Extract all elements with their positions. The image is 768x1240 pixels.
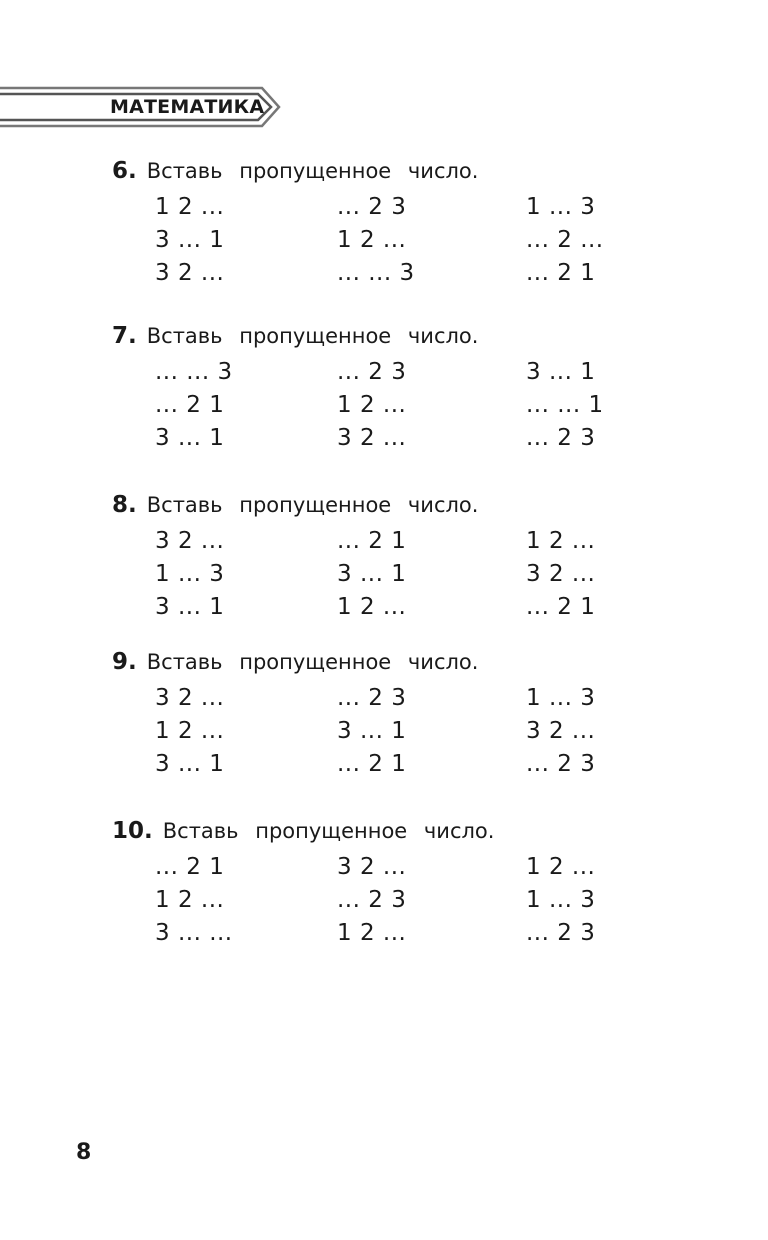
number-sequence: ... ... 1	[526, 392, 604, 418]
number-sequence: ... 2 1	[337, 528, 407, 554]
task-number: 7.	[112, 323, 137, 349]
number-sequence: ... 2 1	[155, 854, 225, 880]
number-row	[0, 887, 768, 919]
number-sequence: 3 ... 1	[337, 718, 407, 744]
task-instruction: Вставь пропущенное число.	[146, 650, 479, 674]
section-title: МАТЕМАТИКА	[110, 96, 265, 118]
number-row	[0, 854, 768, 886]
number-sequence: 3 2 ...	[155, 260, 225, 286]
number-sequence: ... 2 3	[526, 920, 596, 946]
number-sequence: 1 ... 3	[155, 561, 225, 587]
number-sequence: ... 2 3	[337, 359, 407, 385]
number-sequence: ... ... 3	[155, 359, 233, 385]
task-instruction: Вставь пропущенное число.	[146, 159, 479, 183]
task-heading	[112, 649, 478, 675]
number-sequence: 1 2 ...	[155, 887, 225, 913]
number-sequence: ... ... 3	[337, 260, 415, 286]
number-sequence: 3 2 ...	[526, 561, 596, 587]
task-heading	[112, 492, 478, 518]
number-sequence: 1 2 ...	[337, 227, 407, 253]
task-instruction: Вставь пропущенное число.	[146, 324, 479, 348]
number-row	[0, 685, 768, 717]
number-sequence: ... 2 3	[526, 425, 596, 451]
number-row	[0, 561, 768, 593]
number-sequence: ... 2 1	[155, 392, 225, 418]
number-row	[0, 194, 768, 226]
number-sequence: 1 ... 3	[526, 194, 596, 220]
number-row	[0, 260, 768, 292]
number-sequence: 1 2 ...	[526, 528, 596, 554]
task-heading	[112, 323, 478, 349]
page-number: 8	[76, 1140, 92, 1165]
number-sequence: ... 2 1	[337, 751, 407, 777]
number-sequence: ... 2 1	[526, 594, 596, 620]
number-row	[0, 227, 768, 259]
task-heading	[112, 818, 494, 844]
number-sequence: 3 2 ...	[155, 528, 225, 554]
number-sequence: ... 2 ...	[526, 227, 604, 253]
number-row	[0, 920, 768, 952]
number-sequence: 3 ... ...	[155, 920, 233, 946]
number-sequence: 3 2 ...	[155, 685, 225, 711]
number-sequence: 3 ... 1	[337, 561, 407, 587]
number-sequence: 1 ... 3	[526, 887, 596, 913]
number-sequence: 3 2 ...	[526, 718, 596, 744]
task-heading	[112, 158, 478, 184]
number-sequence: 1 2 ...	[155, 718, 225, 744]
number-sequence: ... 2 3	[526, 751, 596, 777]
number-sequence: 1 2 ...	[337, 920, 407, 946]
number-sequence: 3 ... 1	[526, 359, 596, 385]
number-row	[0, 425, 768, 457]
number-row	[0, 359, 768, 391]
number-sequence: ... 2 3	[337, 685, 407, 711]
number-row	[0, 392, 768, 424]
number-sequence: 1 2 ...	[155, 194, 225, 220]
number-sequence: 3 ... 1	[155, 751, 225, 777]
number-sequence: 1 2 ...	[526, 854, 596, 880]
number-sequence: 3 ... 1	[155, 425, 225, 451]
number-row	[0, 528, 768, 560]
number-sequence: 3 2 ...	[337, 425, 407, 451]
number-sequence: 3 2 ...	[337, 854, 407, 880]
number-sequence: ... 2 3	[337, 887, 407, 913]
number-sequence: 1 2 ...	[337, 594, 407, 620]
number-sequence: 3 ... 1	[155, 594, 225, 620]
task-number: 9.	[112, 649, 137, 675]
task-number: 10.	[112, 818, 153, 844]
number-sequence: ... 2 3	[337, 194, 407, 220]
task-instruction: Вставь пропущенное число.	[162, 819, 495, 843]
task-instruction: Вставь пропущенное число.	[146, 493, 479, 517]
number-sequence: 1 2 ...	[337, 392, 407, 418]
task-number: 8.	[112, 492, 137, 518]
number-row	[0, 594, 768, 626]
number-sequence: 1 ... 3	[526, 685, 596, 711]
number-sequence: ... 2 1	[526, 260, 596, 286]
number-row	[0, 751, 768, 783]
number-row	[0, 718, 768, 750]
task-number: 6.	[112, 158, 137, 184]
number-sequence: 3 ... 1	[155, 227, 225, 253]
